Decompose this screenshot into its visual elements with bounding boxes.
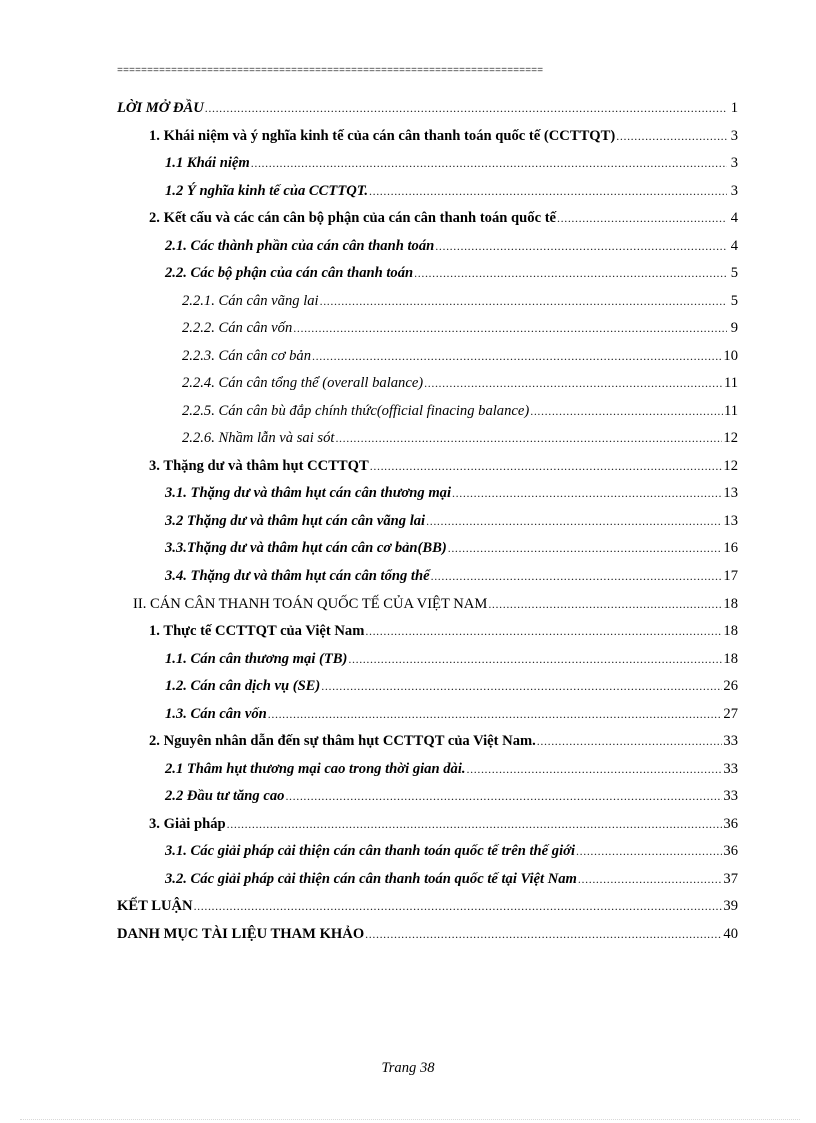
toc-entry[interactable] bbox=[182, 428, 738, 448]
toc-entry[interactable] bbox=[165, 181, 738, 201]
leader-dots bbox=[369, 181, 727, 201]
toc-entry-page: 12 bbox=[723, 458, 738, 474]
leader-dots bbox=[365, 924, 722, 944]
toc-entry[interactable] bbox=[165, 153, 738, 173]
toc-entry-page: 11 bbox=[723, 403, 738, 419]
toc-entry[interactable] bbox=[165, 263, 738, 283]
toc-entry-page: 17 bbox=[723, 568, 738, 584]
page-footer: Trang 38 bbox=[381, 1060, 435, 1076]
toc-entry-title: 3. Thặng dư và thâm hụt CCTTQT bbox=[149, 458, 369, 474]
toc-entry-title: II. CÁN CÂN THANH TOÁN QUỐC TẾ CỦA VIỆT NAM bbox=[133, 596, 488, 612]
leader-dots bbox=[435, 236, 727, 256]
leader-dots bbox=[365, 621, 722, 641]
toc-entry-page: 4 bbox=[730, 210, 738, 226]
toc-entry[interactable] bbox=[133, 594, 738, 614]
toc-entry-page: 11 bbox=[723, 375, 738, 391]
leader-dots bbox=[578, 869, 722, 889]
leader-dots bbox=[452, 483, 722, 503]
toc-entry-title: 2.2.2. Cán cân vốn bbox=[182, 320, 293, 336]
toc-entry[interactable] bbox=[165, 538, 738, 558]
toc-entry-title: 1. Khái niệm và ý nghĩa kinh tế của cán cân thanh toán quốc tế (CCTTQT) bbox=[149, 128, 616, 144]
toc-entry-title: 3. Giải pháp bbox=[149, 816, 226, 832]
toc-entry-page: 37 bbox=[723, 871, 738, 887]
toc-entry-title: 2. Nguyên nhân dẫn đến sự thâm hụt CCTTQT của Việt Nam. bbox=[149, 733, 536, 749]
toc-entry-title: LỜI MỞ ĐẦU bbox=[117, 100, 204, 116]
toc-entry[interactable] bbox=[117, 98, 738, 118]
toc-entry-page: 5 bbox=[730, 265, 738, 281]
leader-dots bbox=[320, 291, 727, 311]
leader-dots bbox=[348, 649, 722, 669]
bottom-border bbox=[20, 1119, 800, 1120]
leader-dots bbox=[293, 318, 727, 338]
leader-dots bbox=[467, 759, 723, 779]
toc-entry-page: 3 bbox=[730, 128, 738, 144]
leader-dots bbox=[616, 126, 727, 146]
toc-entry-page: 33 bbox=[723, 788, 738, 804]
toc-entry-page: 3 bbox=[730, 183, 738, 199]
toc-entry-title: 2.2. Các bộ phận của cán cân thanh toán bbox=[165, 265, 414, 281]
toc-entry[interactable] bbox=[149, 126, 738, 146]
toc-entry-title: 3.2 Thặng dư và thâm hụt cán cân vãng lai bbox=[165, 513, 426, 529]
toc-entry-page: 10 bbox=[723, 348, 738, 364]
toc-entry-page: 4 bbox=[730, 238, 738, 254]
toc-entry[interactable] bbox=[165, 841, 738, 861]
leader-dots bbox=[370, 456, 723, 476]
leader-dots bbox=[321, 676, 722, 696]
toc-entry-title: 2.2.3. Cán cân cơ bản bbox=[182, 348, 311, 364]
toc-entry[interactable] bbox=[165, 649, 738, 669]
toc-entry-page: 27 bbox=[723, 706, 738, 722]
leader-dots bbox=[205, 98, 727, 118]
toc-entry[interactable] bbox=[117, 896, 738, 916]
toc-entry[interactable] bbox=[149, 456, 738, 476]
toc-entry[interactable] bbox=[165, 869, 738, 889]
leader-dots bbox=[335, 428, 722, 448]
leader-dots bbox=[431, 566, 723, 586]
toc-entry-page: 26 bbox=[723, 678, 738, 694]
toc-entry[interactable] bbox=[165, 566, 738, 586]
toc-entry-title: 2.2.4. Cán cân tổng thể (overall balance) bbox=[182, 375, 424, 391]
toc-entry-page: 3 bbox=[730, 155, 738, 171]
toc-entry-title: 3.1. Các giải pháp cải thiện cán cân thanh toán quốc tế trên thế giới bbox=[165, 843, 576, 859]
toc-entry-title: 1.2 Ý nghĩa kinh tế của CCTTQT. bbox=[165, 183, 368, 199]
toc-entry-title: 2.2 Đầu tư tăng cao bbox=[165, 788, 285, 804]
toc-entry-page: 33 bbox=[723, 761, 738, 777]
toc-entry-title: 3.1. Thặng dư và thâm hụt cán cân thương mại bbox=[165, 485, 452, 501]
toc-entry-page: 13 bbox=[723, 485, 738, 501]
toc-entry[interactable] bbox=[165, 483, 738, 503]
toc-entry-title: DANH MỤC TÀI LIỆU THAM KHẢO bbox=[117, 926, 365, 942]
toc-entry[interactable] bbox=[117, 924, 738, 944]
toc-entry-title: 2.2.6. Nhầm lẫn và sai sót bbox=[182, 430, 335, 446]
toc-entry[interactable] bbox=[182, 291, 738, 311]
leader-dots bbox=[537, 731, 723, 751]
toc-entry[interactable] bbox=[165, 511, 738, 531]
toc-entry-page: 39 bbox=[723, 898, 738, 914]
toc-entry[interactable] bbox=[165, 759, 738, 779]
toc-entry[interactable] bbox=[182, 401, 738, 421]
leader-dots bbox=[424, 373, 723, 393]
toc-entry[interactable] bbox=[182, 318, 738, 338]
leader-dots bbox=[414, 263, 727, 283]
leader-dots bbox=[426, 511, 722, 531]
toc-entry[interactable] bbox=[182, 373, 738, 393]
toc-entry[interactable] bbox=[149, 208, 738, 228]
toc-entry[interactable] bbox=[165, 236, 738, 256]
toc-entry[interactable] bbox=[165, 704, 738, 724]
toc-entry-title: 2.2.1. Cán cân vãng lai bbox=[182, 293, 319, 309]
toc-entry-page: 16 bbox=[723, 540, 738, 556]
toc-entry-page: 9 bbox=[730, 320, 738, 336]
toc-entry[interactable] bbox=[149, 814, 738, 834]
leader-dots bbox=[530, 401, 723, 421]
toc-entry[interactable] bbox=[165, 676, 738, 696]
toc-entry[interactable] bbox=[182, 346, 738, 366]
toc-entry-page: 33 bbox=[723, 733, 738, 749]
leader-dots bbox=[285, 786, 722, 806]
toc-entry-title: 2. Kết cấu và các cán cân bộ phận của cán cân thanh toán quốc tế bbox=[149, 210, 557, 226]
toc-entry-title: KẾT LUẬN bbox=[117, 898, 193, 914]
toc-entry-title: 1.1 Khái niệm bbox=[165, 155, 250, 171]
toc-entry-page: 36 bbox=[723, 816, 738, 832]
toc-entry[interactable] bbox=[165, 786, 738, 806]
toc-entry-title: 2.2.5. Cán cân bù đắp chính thức(official finacing balance) bbox=[182, 403, 530, 419]
leader-dots bbox=[488, 594, 722, 614]
toc-entry-title: 3.4. Thặng dư và thâm hụt cán cân tổng thể bbox=[165, 568, 430, 584]
leader-dots bbox=[557, 208, 727, 228]
leader-dots bbox=[251, 153, 727, 173]
toc-entry-page: 18 bbox=[723, 596, 738, 612]
toc-entry-page: 18 bbox=[723, 651, 738, 667]
leader-dots bbox=[268, 704, 723, 724]
toc-entry-page: 18 bbox=[723, 623, 738, 639]
toc-entry-page: 12 bbox=[723, 430, 738, 446]
toc-entry-title: 1.1. Cán cân thương mại (TB) bbox=[165, 651, 348, 667]
leader-dots bbox=[227, 814, 723, 834]
toc-entry[interactable] bbox=[149, 621, 738, 641]
toc-entry-title: 1.2. Cán cân dịch vụ (SE) bbox=[165, 678, 321, 694]
toc-entry-page: 13 bbox=[723, 513, 738, 529]
toc-entry-page: 1 bbox=[730, 100, 738, 116]
leader-dots bbox=[448, 538, 723, 558]
toc-entry-title: 1. Thực tế CCTTQT của Việt Nam bbox=[149, 623, 365, 639]
leader-dots bbox=[194, 896, 723, 916]
toc-entry[interactable] bbox=[149, 731, 738, 751]
toc-entry-page: 5 bbox=[730, 293, 738, 309]
toc-entry-page: 36 bbox=[723, 843, 738, 859]
toc-entry-title: 2.1 Thâm hụt thương mại cao trong thời gian dài. bbox=[165, 761, 466, 777]
toc-entry-title: 1.3. Cán cân vốn bbox=[165, 706, 267, 722]
toc-entry-title: 3.3.Thặng dư và thâm hụt cán cân cơ bản(BB) bbox=[165, 540, 447, 556]
leader-dots bbox=[576, 841, 722, 861]
toc-entry-title: 3.2. Các giải pháp cải thiện cán cân thanh toán quốc tế tại Việt Nam bbox=[165, 871, 577, 887]
toc-entry-title: 2.1. Các thành phần của cán cân thanh toán bbox=[165, 238, 435, 254]
leader-dots bbox=[312, 346, 722, 366]
top-separator-rule: ======================================================================= bbox=[117, 66, 544, 77]
toc-entry-page: 40 bbox=[723, 926, 738, 942]
